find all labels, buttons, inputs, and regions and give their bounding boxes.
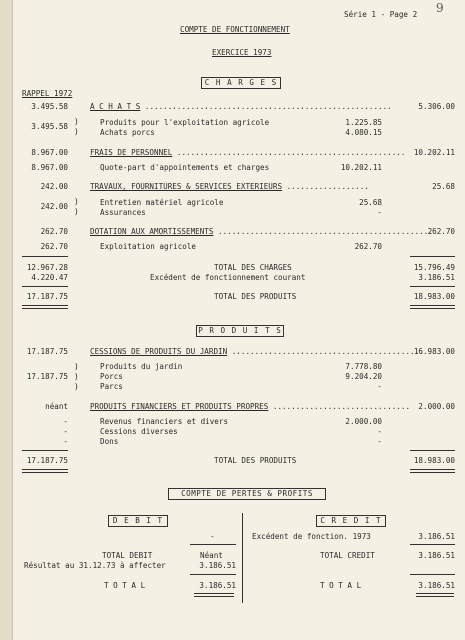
rule bbox=[410, 450, 455, 451]
travaux-total: 25.68 bbox=[432, 182, 455, 191]
credit-excedent-value: 3.186.51 bbox=[418, 532, 455, 541]
achats-item-2: Achats porcs bbox=[100, 128, 155, 137]
jardin-item-3: Parcs bbox=[100, 382, 123, 391]
amort-label: DOTATION AUX AMORTISSEMENTS bbox=[90, 227, 214, 236]
charges-total-produits-prev: 17.187.75 bbox=[26, 292, 68, 301]
series-page-label: Série 1 - Page 2 bbox=[344, 10, 418, 19]
achats-label: A C H A T S bbox=[90, 102, 141, 111]
rule bbox=[22, 286, 68, 287]
rule bbox=[190, 574, 236, 575]
produits-total-value: 18.983.00 bbox=[413, 456, 455, 465]
financiers-item-3-amount: - bbox=[377, 437, 382, 446]
travaux-prev: 242.00 bbox=[40, 182, 68, 191]
financiers-item-3: Dons bbox=[100, 437, 119, 446]
travaux-label: TRAVAUX, FOURNITURES & SERVICES EXTERIEURS bbox=[90, 182, 283, 191]
brace: ) bbox=[74, 117, 79, 126]
personnel-item: Quote-part d'appointements et charges bbox=[100, 163, 270, 172]
jardin-item-1-amount: 7.778.80 bbox=[345, 362, 382, 371]
amort-item: Exploitation agricole bbox=[100, 242, 197, 251]
financiers-item-2-prev: - bbox=[63, 427, 68, 436]
total-debit-value: Néant bbox=[200, 551, 223, 560]
double-rule bbox=[416, 593, 454, 597]
financiers-item-1-prev: - bbox=[63, 417, 68, 426]
total-credit-value: 3.186.51 bbox=[418, 551, 455, 560]
excedent-label: Excédent de fonctionnement courant bbox=[150, 273, 306, 282]
jardin-item-2: Porcs bbox=[100, 372, 123, 381]
amort-item-prev: 262.70 bbox=[40, 242, 68, 251]
debit-dash: - bbox=[210, 532, 215, 541]
financiers-total: 2.000.00 bbox=[418, 402, 455, 411]
brace: ) bbox=[74, 382, 79, 391]
jardin-label: CESSIONS DE PRODUITS DU JARDIN bbox=[90, 347, 228, 356]
column-divider bbox=[242, 513, 243, 603]
amort-label-row: DOTATION AUX AMORTISSEMENTS ............................................... bbox=[90, 227, 433, 236]
rule bbox=[410, 544, 455, 545]
achats-total: 5.306.00 bbox=[418, 102, 455, 111]
rappel-label: RAPPEL 1972 bbox=[22, 89, 73, 98]
achats-item-1: Produits pour l'exploitation agricole bbox=[100, 118, 270, 127]
resultat-label: Résultat au 31.12.73 à affecter bbox=[24, 561, 166, 570]
debit-heading: D E B I T bbox=[108, 515, 168, 527]
personnel-item-prev: 8.967.00 bbox=[31, 163, 68, 172]
page-title: COMPTE DE FONCTIONNEMENT bbox=[180, 25, 290, 34]
personnel-item-amount: 10.202.11 bbox=[340, 163, 382, 172]
credit-heading: C R E D I T bbox=[316, 515, 386, 527]
rule bbox=[190, 544, 236, 545]
debit-grand-total-label: T O T A L bbox=[104, 581, 146, 590]
financiers-item-2-amount: - bbox=[377, 427, 382, 436]
achats-item-1-amount: 1.225.85 bbox=[345, 118, 382, 127]
double-rule bbox=[410, 469, 455, 473]
exercise-title: EXERCICE 1973 bbox=[212, 48, 272, 57]
double-rule bbox=[410, 305, 455, 309]
travaux-item-1: Entretien matériel agricole bbox=[100, 198, 224, 207]
jardin-total: 16.983.00 bbox=[413, 347, 455, 356]
financiers-item-1: Revenus financiers et divers bbox=[100, 417, 229, 426]
financiers-item-2: Cessions diverses bbox=[100, 427, 178, 436]
rule bbox=[22, 450, 68, 451]
financiers-item-1-amount: 2.000.00 bbox=[345, 417, 382, 426]
charges-total-produits-value: 18.983.00 bbox=[413, 292, 455, 301]
excedent-value: 3.186.51 bbox=[418, 273, 455, 282]
resultat-value: 3.186.51 bbox=[199, 561, 236, 570]
credit-grand-total-value: 3.186.51 bbox=[418, 581, 455, 590]
total-charges-value: 15.796.49 bbox=[413, 263, 455, 272]
rule bbox=[22, 256, 68, 257]
brace: ) bbox=[74, 207, 79, 216]
travaux-label-row: TRAVAUX, FOURNITURES & SERVICES EXTERIEURS .................. bbox=[90, 182, 369, 191]
ledger-page bbox=[12, 0, 465, 640]
personnel-total: 10.202.11 bbox=[413, 148, 455, 157]
charges-heading: C H A R G E S bbox=[201, 77, 281, 89]
credit-grand-total-label: T O T A L bbox=[320, 581, 362, 590]
rule bbox=[410, 256, 455, 257]
amort-total: 262.70 bbox=[427, 227, 455, 236]
financiers-label: PRODUITS FINANCIERS ET PRODUITS PROPRES bbox=[90, 402, 269, 411]
financiers-label-row: PRODUITS FINANCIERS ET PRODUITS PROPRES .............................. bbox=[90, 402, 411, 411]
jardin-item-2-amount: 9.204.20 bbox=[345, 372, 382, 381]
jardin-items-prev: 17.187.75 bbox=[26, 372, 68, 381]
rule bbox=[410, 286, 455, 287]
total-charges-prev: 12.967.28 bbox=[26, 263, 68, 272]
rule bbox=[410, 574, 455, 575]
debit-grand-total-value: 3.186.51 bbox=[199, 581, 236, 590]
credit-excedent-label: Excédent de fonction. 1973 bbox=[252, 532, 371, 541]
total-charges-label: TOTAL DES CHARGES bbox=[214, 263, 292, 272]
brace: ) bbox=[74, 197, 79, 206]
pertes-profits-heading: COMPTE DE PERTES & PROFITS bbox=[168, 488, 326, 500]
achats-prev: 3.495.58 bbox=[31, 102, 68, 111]
brace: ) bbox=[74, 127, 79, 136]
handwritten-note: 9 bbox=[436, 1, 444, 15]
travaux-item-2-amount: - bbox=[377, 208, 382, 217]
produits-total-prev: 17.187.75 bbox=[26, 456, 68, 465]
financiers-item-3-prev: - bbox=[63, 437, 68, 446]
jardin-item-3-amount: - bbox=[377, 382, 382, 391]
jardin-item-1: Produits du jardin bbox=[100, 362, 183, 371]
double-rule bbox=[22, 469, 68, 473]
achats-item-2-amount: 4.080.15 bbox=[345, 128, 382, 137]
double-rule bbox=[22, 305, 68, 309]
travaux-items-prev: 242.00 bbox=[40, 202, 68, 211]
total-debit-label: TOTAL DEBIT bbox=[102, 551, 153, 560]
amort-prev: 262.70 bbox=[40, 227, 68, 236]
brace: ) bbox=[74, 372, 79, 381]
travaux-item-1-amount: 25.68 bbox=[359, 198, 382, 207]
financiers-prev: néant bbox=[45, 402, 68, 411]
charges-total-produits-label: TOTAL DES PRODUITS bbox=[214, 292, 297, 301]
travaux-item-2: Assurances bbox=[100, 208, 146, 217]
produits-heading: P R O D U I T S bbox=[196, 325, 284, 337]
achats-label-row: A C H A T S ...................................................... bbox=[90, 102, 392, 111]
jardin-prev: 17.187.75 bbox=[26, 347, 68, 356]
binder-margin bbox=[0, 0, 12, 640]
total-credit-label: TOTAL CREDIT bbox=[320, 551, 375, 560]
double-rule bbox=[194, 593, 234, 597]
amort-item-amount: 262.70 bbox=[354, 242, 382, 251]
personnel-prev: 8.967.00 bbox=[31, 148, 68, 157]
jardin-label-row: CESSIONS DE PRODUITS DU JARDIN .......................................... bbox=[90, 347, 424, 356]
personnel-label: FRAIS DE PERSONNEL bbox=[90, 148, 173, 157]
personnel-label-row: FRAIS DE PERSONNEL .................................................. bbox=[90, 148, 406, 157]
brace: ) bbox=[74, 362, 79, 371]
produits-total-label: TOTAL DES PRODUITS bbox=[214, 456, 297, 465]
excedent-prev: 4.220.47 bbox=[31, 273, 68, 282]
achats-items-prev: 3.495.58 bbox=[31, 122, 68, 131]
